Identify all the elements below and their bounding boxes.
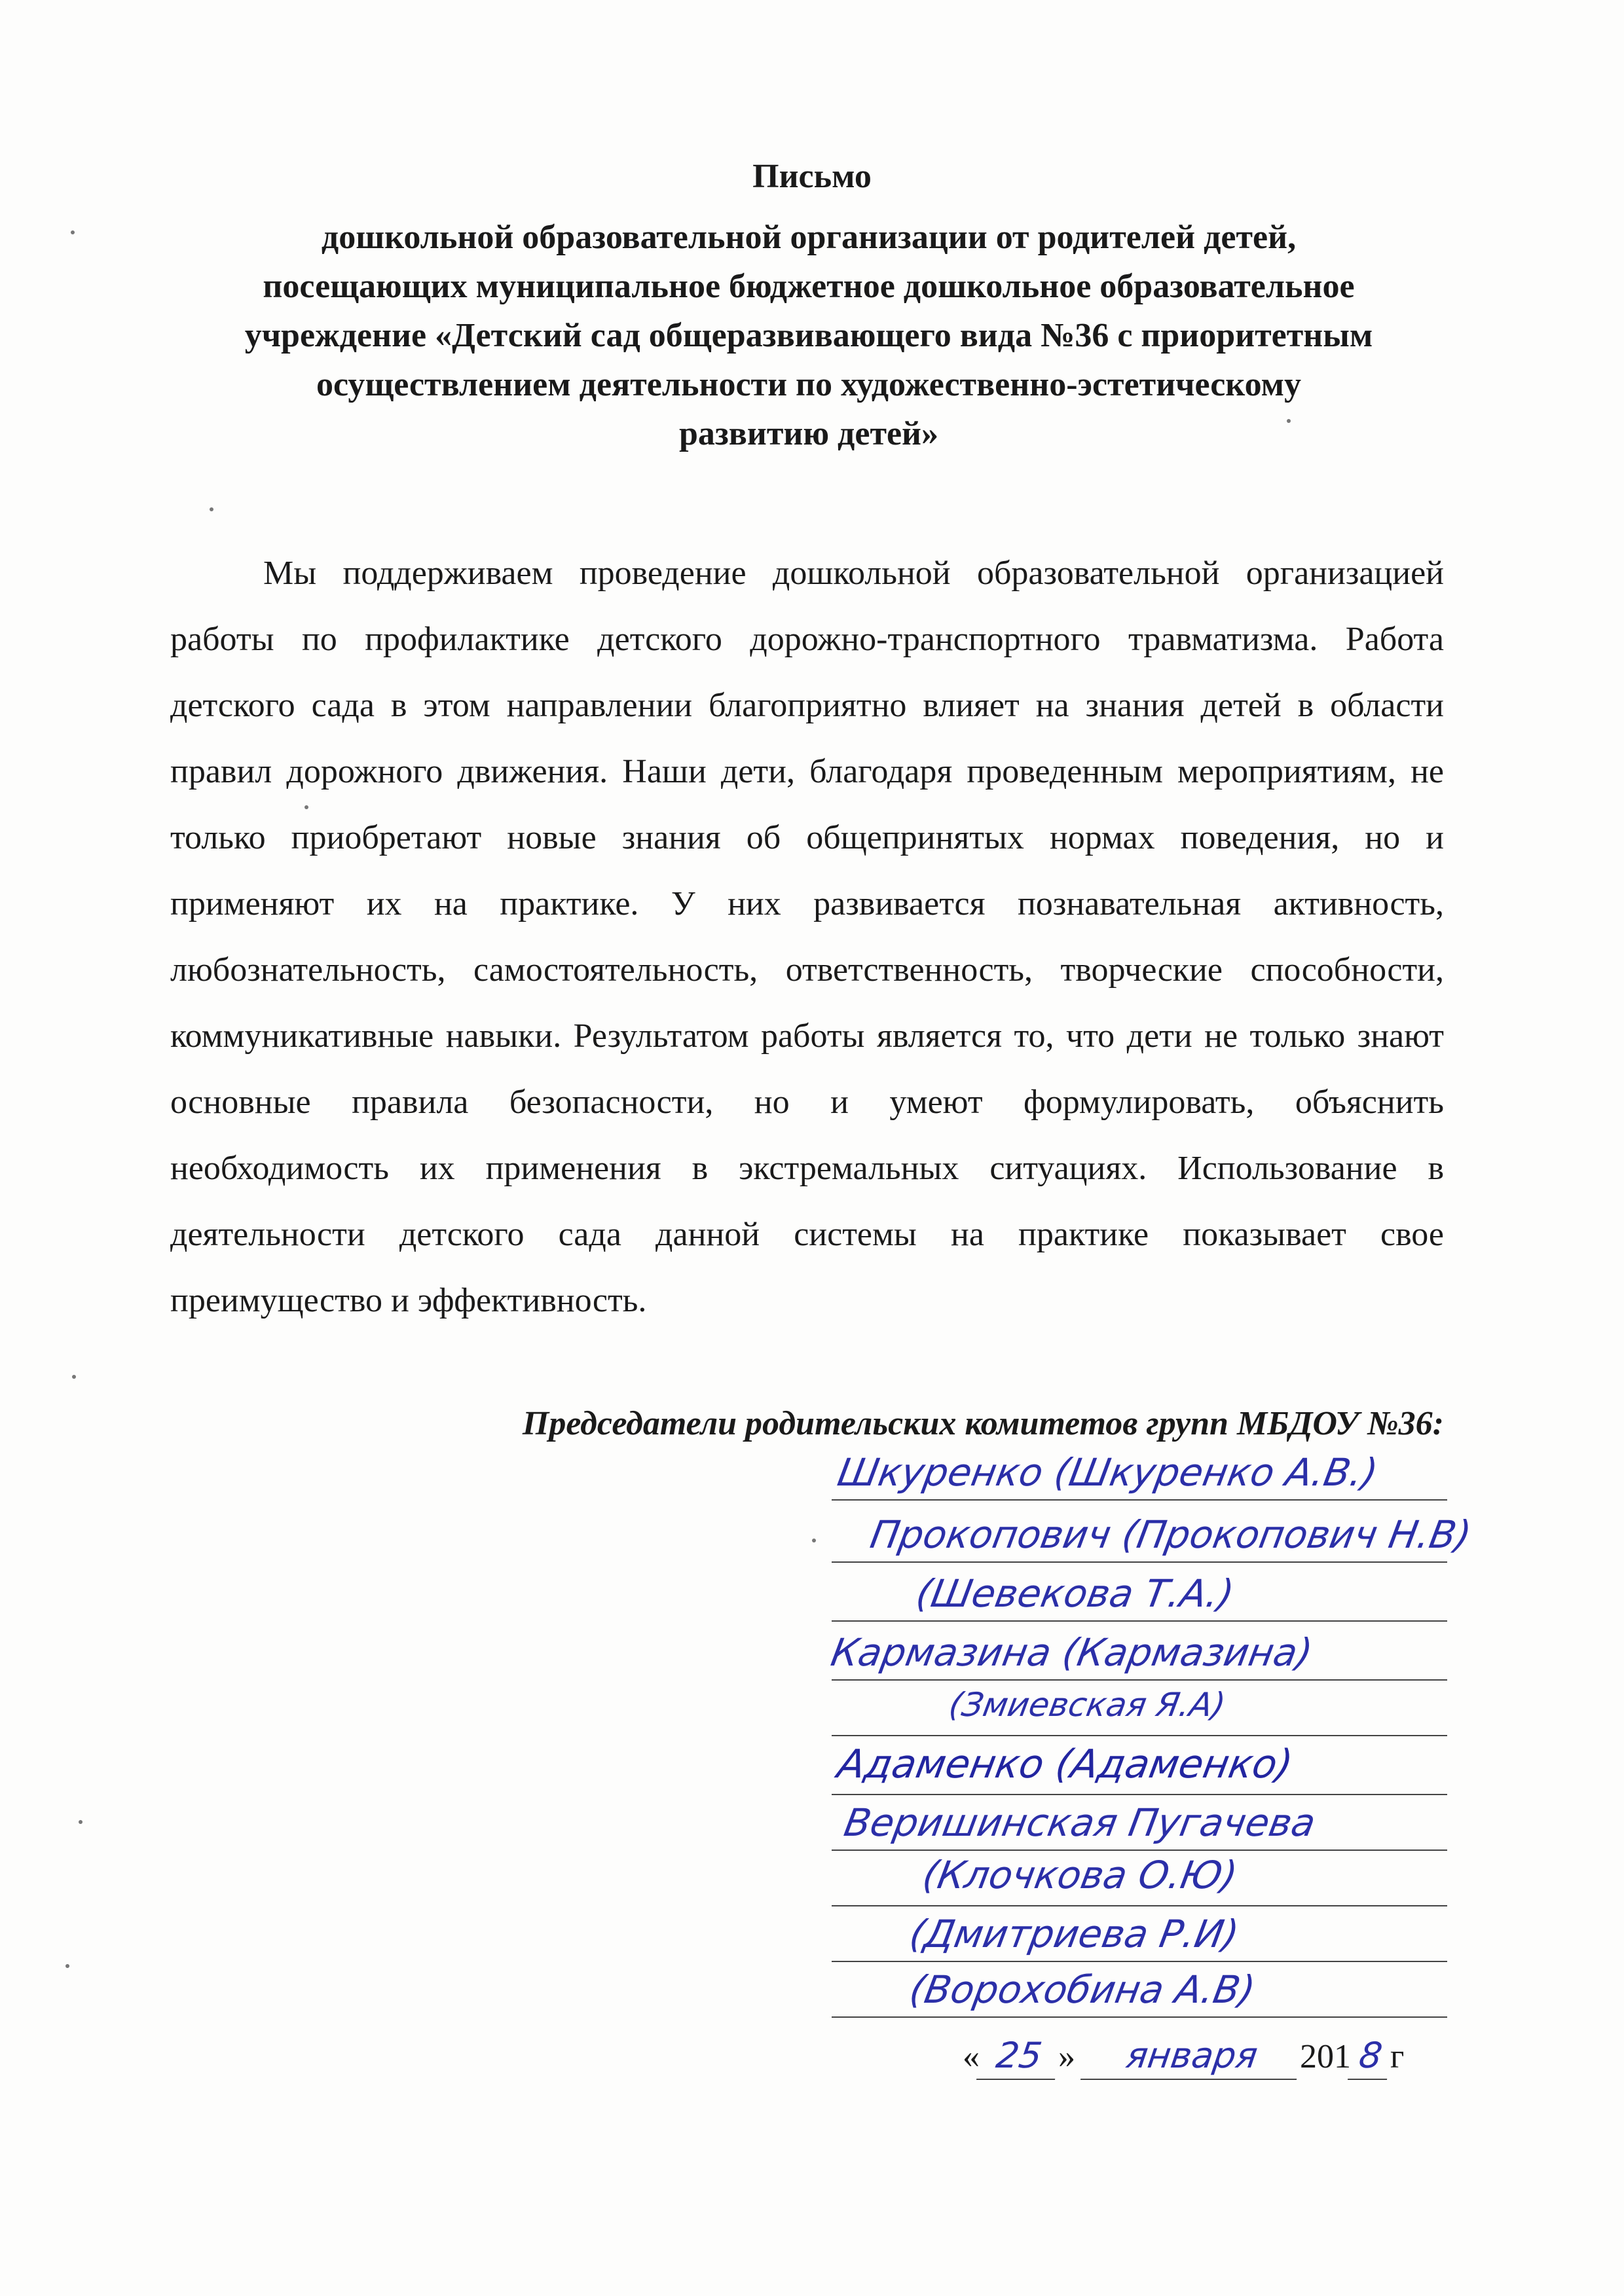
handwritten-signature: (Змиевская Я.А) — [946, 1686, 1228, 1724]
subtitle-line: осуществлением деятельности по художественно-эстетическому — [316, 366, 1302, 403]
signature-line — [832, 1905, 1447, 1906]
handwritten-signature: (Ворохобина А.В) — [906, 1967, 1259, 2012]
scan-speck — [65, 1964, 69, 1968]
date-month: января — [1080, 2033, 1303, 2080]
signature-line — [832, 1794, 1447, 1795]
signature-line — [832, 1679, 1447, 1681]
handwritten-signature: (Шевекова Т.А.) — [913, 1571, 1238, 1616]
signature-line — [832, 1499, 1447, 1501]
signature-line — [832, 1620, 1447, 1622]
document-subtitle — [164, 213, 1454, 458]
signature-line — [832, 1735, 1447, 1736]
date-year-digit: 8 — [1348, 2033, 1393, 2080]
date-year-prefix: 201 — [1300, 2038, 1351, 2075]
document-title: Письмо — [752, 158, 872, 195]
scan-speck — [71, 230, 75, 234]
scan-speck — [72, 1375, 76, 1379]
subtitle-line: посещающих муниципальное бюджетное дошкольное образовательное — [263, 268, 1355, 305]
subtitle-line: учреждение «Детский сад общеразвивающего вида №36 с приоритетным — [244, 317, 1373, 354]
signature-line — [832, 1561, 1447, 1563]
signature-line — [832, 1961, 1447, 1962]
subtitle-line: развитию детей» — [678, 415, 939, 452]
handwritten-signature: Кармазина (Кармазина) — [828, 1630, 1316, 1675]
handwritten-signature: Шкуренко (Шкуренко А.В.) — [834, 1450, 1382, 1495]
scan-speck — [210, 507, 213, 511]
signature-line — [832, 1850, 1447, 1851]
subtitle-line: дошкольной образовательной организации от родителей детей, — [321, 219, 1297, 256]
scan-speck — [1287, 419, 1291, 423]
scan-speck — [812, 1539, 816, 1542]
handwritten-signature: Прокопович (Прокопович Н.В) — [867, 1512, 1475, 1557]
date-open-quote: « — [963, 2038, 980, 2075]
date-close-quote: » — [1058, 2038, 1075, 2075]
handwritten-signature: Веришинская Пугачева — [841, 1800, 1320, 1845]
signing-date — [963, 2033, 1404, 2080]
signature-list — [828, 1447, 1513, 2036]
handwritten-signature: (Дмитриева Р.И) — [906, 1912, 1242, 1956]
signature-line — [832, 2016, 1447, 2018]
handwritten-signature: (Клочкова О.Ю) — [919, 1853, 1241, 1897]
committee-heading: Председатели родительских комитетов групп МБДОУ №36: — [522, 1405, 1444, 1442]
scan-speck — [79, 1820, 83, 1824]
handwritten-signature: Адаменко (Адаменко) — [834, 1741, 1297, 1787]
date-day: 25 — [976, 2033, 1061, 2080]
scan-speck — [304, 805, 308, 809]
date-year-suffix: г — [1390, 2038, 1405, 2075]
letter-body: Мы поддерживаем проведение дошкольной образовательной организацией работы по профилактике детского дорожно-транспортного травматизма. Работа детского сада в этом направлении благоприятно влияет на знания детей в области правил дорожного движения. Наши дети, благодаря проведенным мероприятиям, не только приобретают новые знания об общепринятых нормах поведения, но и применяют их на практике. У них развивается познавательная активность, любознательность, самостоятельность, ответственность, творческие способности, коммуникативные навыки. Результатом работы является то, что дети не только знают основные правила безопасности, но и умеют формулировать, объяснить необходимость их применения в экстремальных ситуациях. Использование в деятельности детского сада данной системы на практике показывает свое преимущество и эффективность. — [170, 555, 1444, 1319]
